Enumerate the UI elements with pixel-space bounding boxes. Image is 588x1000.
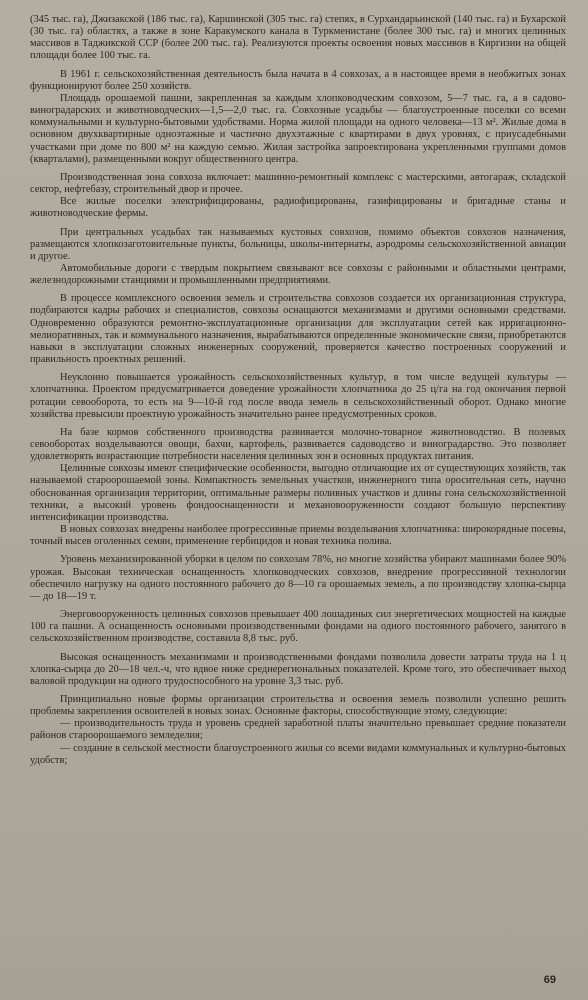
paragraph: Все жилые поселки электрифицированы, радиофицированы, газифицированы и бригадные станы и животноводческие фермы. bbox=[30, 196, 566, 220]
paragraph: В новых совхозах внедрены наиболее прогрессивные приемы возделывания хлопчатника: широкорядные посевы, точный высев оголенных семян, применение гербицидов и новая техника полива. bbox=[30, 524, 566, 548]
list-item: — производительность труда и уровень средней заработной платы значительно превышает средние показатели районов староорошаемого земледелия; bbox=[30, 718, 566, 742]
paragraph: В 1961 г. сельскохозяйственная деятельность была начата в 4 совхозах, а в настоящее время в необжитых зонах функционируют более 250 хозяйств. bbox=[30, 68, 566, 92]
paragraph: Производственная зона совхоза включает: машинно-ремонтный комплекс с мастерскими, автогараж, складской сектор, нефтебазу, строительный двор и прочее. bbox=[30, 171, 566, 196]
paragraph: (345 тыс. га), Джизакской (186 тыс. га), Каршинской (305 тыс. га) степях, в Сурхандарьинской (140 тыс. га) и Бухарской (30 тыс. га) областях, а также в зоне Каракумского канала в Туркменистане (более 300 тыс. га) и многих целинных массивов в Таджикской ССР (более 200 тыс. га). Реализуются проекты освоения новых массивов в Киргизии на общей площади более 100 тыс. га. bbox=[30, 14, 566, 62]
paragraph: Энерговооруженность целинных совхозов превышает 400 лошадиных сил энергетических мощностей на каждые 100 га пашни. А оснащенность основными производственными фондами на одного постоянного рабочего, занятого в сельскохозяйственном производстве, составила 8,8 тыс. руб. bbox=[30, 609, 566, 645]
paragraph: Неуклонно повышается урожайность сельскохозяйственных культур, в том числе ведущей культуры — хлопчатника. Проектом предусматривается доведение урожайности хлопчатника до 25 ц/га на год окончания первой ротации севооборота, то есть на 9—10-й год после ввода земель в сельскохозяйственный оборот. Однако многие хозяйства превысили проектную урожайность значительно ранее предусмотренных сроков. bbox=[30, 372, 566, 420]
paragraph: Высокая оснащенность механизмами и производственными фондами позволила довести затраты труда на 1 ц хлопка-сырца до 20—18 чел.-ч, что вдвое ниже среднерегиональных показателей. Кроме того, это обеспечивает выход валовой продукции на одного трудоспособного на уровне 3,3 тыс. руб. bbox=[30, 651, 566, 687]
paragraph: Уровень механизированной уборки в целом по совхозам 78%, но многие хозяйства убирают машинами более 90% урожая. Высокая техническая оснащенность хлопководческих совхозов, внедрение прогрессивной технологии обеспечило нагрузку на одного постоянного рабочего до 8—10 га орошаемых земель, а по производству хлопка-сырца — до 18—19 т. bbox=[30, 554, 566, 602]
paragraph: Автомобильные дороги с твердым покрытием связывают все совхозы с районными и областными центрами, железнодорожными станциями и промышленными предприятиями. bbox=[30, 262, 566, 287]
paragraph: Целинные совхозы имеют специфические особенности, выгодно отличающие их от существующих хозяйств, так называемой староорошаемой зоны. Компактность земельных участков, инженерного типа оросительная сеть, научно обоснованная организация территории, оптимальные размеры поливных участков и длины гона сельскохозяйственной техники, а высокий уровень фондооснащенности и механовооруженности создают большую перспективу интенсификации производства. bbox=[30, 463, 566, 523]
paragraph: Площадь орошаемой пашни, закрепленная за каждым хлопководческим совхозом, 5—7 тыс. га, а в садово-виноградарских и животноводческих—1,5—2,0 тыс. га. Совхозные усадьбы — благоустроенные поселки со всеми коммунальными и культурно-бытовыми удобствами. Норма жилой площади на одного человека—13 м². Жилые дома в основном двухквартирные одноэтажные и частично двухэтажные с квартирами в двух уровнях, с приусадебными участками при доме по 800 м² на каждую семью. Жилая застройка запроектирована укрепленными группами домов (кварталами), размещенными вокруг общественного центра. bbox=[30, 92, 566, 165]
paragraph: Принципиально новые формы организации строительства и освоения земель позволили успешно решить проблемы закрепления освоителей в новых зонах. Основные факторы, способствующие этому, следующие: bbox=[30, 693, 566, 718]
paragraph: При центральных усадьбах так называемых кустовых совхозов, помимо объектов совхозов назначения, размещаются хлопкозаготовительные пункты, больницы, школы-интернаты, аэродромы сельскохозяйственной авиации и другое. bbox=[30, 226, 566, 262]
page-number: 69 bbox=[543, 974, 556, 986]
paragraph: В процессе комплексного освоения земель и строительства совхозов создается их организационная структура, подбираются кадры рабочих и специалистов, совхозы оснащаются механизмами и другими основными средствами. Одновременно образуются ремонтно-эксплуатационные организации для эксплуатации сетей как ирригационно-мелиоративных, так и коммунального назначения, вырабатываются определенные экономические связи, приобретаются навыки в эксплуатации сложных инженерных сооружений, проверяется качество построенных сооружений и правильность проектных решений. bbox=[30, 293, 566, 366]
paragraph: На базе кормов собственного производства развивается молочно-товарное животноводство. В полевых севооборотах возделываются овощи, бахчи, картофель, развивается садоводство и виноградарство. Это позволяет удовлетворять возрастающие потребности населения целинных зон в основных продуктах питания. bbox=[30, 426, 566, 463]
list-item: — создание в сельской местности благоустроенного жилья со всеми видами коммунальных и культурно-бытовых удобств; bbox=[30, 742, 566, 766]
